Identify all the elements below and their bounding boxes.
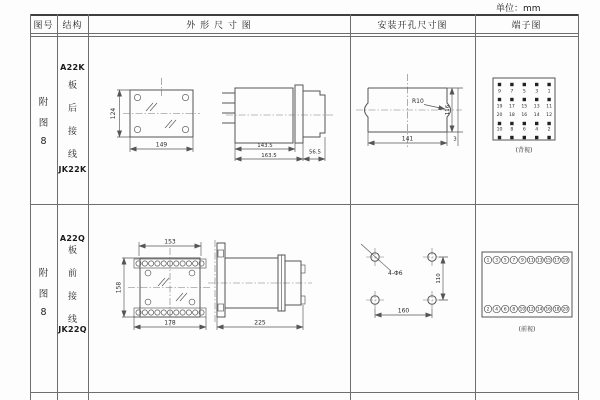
terminal-number: 10: [496, 127, 503, 133]
mounting-drawing-a22q: [350, 204, 475, 392]
dim-label-edge-gap: 3: [453, 136, 457, 143]
dim-label-front-height: 124: [110, 107, 117, 120]
structure-char: 前: [67, 269, 77, 279]
terminal-number: 10: [519, 307, 526, 313]
strip-terminal-circle: [149, 310, 154, 315]
strip-terminal-circle: [149, 261, 154, 266]
structure-row2: [57, 204, 88, 392]
dim-label-terminal-row-width: 153: [164, 238, 176, 246]
terminal-number: 1: [547, 89, 551, 95]
terminal-number: 12: [528, 307, 534, 313]
hatch-mark: [146, 103, 157, 111]
structure-char: 板: [67, 246, 77, 256]
structure-wiring: [68, 78, 77, 160]
terminal-dot: [535, 83, 538, 86]
figure-char: 8: [40, 135, 47, 147]
terminal-dot: [535, 136, 538, 139]
header-terminal: 端子图: [511, 20, 542, 31]
structure-char: 板: [67, 80, 77, 91]
structure-row1: [57, 36, 88, 204]
terminal-number: 2: [486, 307, 490, 313]
strip-terminal-circle: [186, 310, 191, 315]
terminal-number: 8: [510, 127, 514, 133]
terminal-number: 4: [535, 127, 539, 133]
terminal-number: 15: [521, 104, 528, 110]
outline-drawing-a22k: [88, 36, 350, 204]
terminal-number: 12: [546, 113, 553, 118]
mounting-holes: [366, 248, 441, 309]
figure-char: 8: [40, 306, 47, 318]
terminal-dot: [523, 98, 526, 101]
terminal-grid-front: [484, 256, 569, 312]
dim-label-side-depth2: 163.5: [261, 153, 277, 159]
terminal-number: 5: [503, 258, 507, 264]
terminal-number: 19: [496, 104, 503, 110]
terminal-number: 16: [521, 113, 528, 118]
terminal-dot: [498, 98, 501, 101]
hole-leader-line: [361, 244, 391, 271]
terminal-dot: [523, 122, 526, 125]
grid-line: [30, 33, 579, 34]
structure-char: 线: [67, 315, 77, 325]
terminal-number: 1: [486, 258, 490, 264]
strip-terminal-circle: [174, 261, 179, 266]
structure-wiring: [68, 243, 77, 325]
side-view-a22q: [208, 240, 312, 330]
terminal-dot: [510, 136, 513, 139]
relay-flange: [295, 85, 303, 143]
grid-line: [578, 14, 579, 400]
relay-socket: [303, 91, 325, 137]
figure-char: 附: [38, 96, 49, 108]
terminal-number: 3: [535, 89, 539, 95]
structure-type-bottom: JK22K: [58, 165, 87, 174]
terminal-grid-back: [497, 83, 553, 139]
relay-pins: [222, 93, 235, 123]
terminal-number: 16: [545, 307, 551, 313]
terminal-dot: [535, 98, 538, 101]
dim-label-cutout-width: 141: [401, 135, 414, 143]
terminal-number: 5: [522, 89, 526, 95]
terminal-dot: [498, 136, 501, 139]
terminal-number: 18: [508, 113, 515, 118]
terminal-dot: [523, 83, 526, 86]
strip-terminal-circle: [180, 261, 185, 266]
terminal-number: 2: [547, 127, 551, 133]
figure-char: 图: [38, 117, 49, 129]
terminal-diagram-back: [475, 36, 578, 204]
structure-char: 线: [67, 149, 77, 160]
relay-body: [235, 88, 293, 143]
dim-label-hole-spacing-v: 110: [436, 273, 442, 284]
dim-label-side-depth1: 143.5: [257, 143, 273, 149]
dim-label-holes: 4-Φ6: [388, 270, 403, 277]
figure-no-row1: [30, 36, 57, 204]
dim-label-front-width: 149: [155, 141, 168, 149]
terminal-dot: [547, 83, 550, 86]
terminal-dot: [535, 122, 538, 125]
figure-no-row2: [30, 204, 57, 392]
header-figure: 图号: [33, 20, 54, 31]
unit-label: 单位：mm: [496, 4, 541, 14]
terminal-dot: [547, 136, 550, 139]
terminal-number: 7: [510, 89, 514, 95]
hatch-mark: [176, 293, 187, 301]
terminal-dot: [498, 122, 501, 125]
terminal-number: 18: [554, 307, 560, 313]
header-structure: 结构: [62, 20, 83, 31]
structure-type-top: A22K: [60, 63, 85, 72]
dim-label-cutout-height: 116: [445, 104, 451, 116]
strip-terminal-circle: [155, 310, 160, 315]
terminal-number: 14: [536, 307, 543, 313]
terminal-number: 6: [503, 307, 507, 313]
structure-type-bottom: JK22Q: [58, 325, 87, 334]
terminal-dot: [510, 83, 513, 86]
terminal-number: 9: [521, 258, 524, 264]
dim-label-side-front: 56.5: [308, 149, 322, 156]
hatch-mark: [158, 278, 169, 286]
terminal-number: 3: [495, 258, 498, 264]
terminal-number: 13: [533, 104, 540, 110]
terminal-number: 4: [495, 307, 498, 313]
terminal-number: 19: [562, 258, 569, 264]
strip-terminal-circle: [174, 310, 179, 315]
terminal-view-caption: (前视): [518, 326, 536, 333]
hatch-mark: [165, 120, 176, 128]
strip-terminal-circle: [193, 310, 198, 315]
terminal-number: 20: [496, 113, 503, 118]
outline-drawing-a22q: [88, 204, 350, 392]
strip-terminal-circle: [193, 261, 198, 266]
header-outline: 外 形 尺 寸 图: [186, 20, 252, 31]
dim-label-corner-radius: R10: [412, 98, 424, 105]
terminal-number: 7: [512, 258, 516, 264]
terminal-diagram-front: [475, 204, 578, 392]
terminal-number: 17: [554, 258, 560, 264]
terminal-dot: [547, 98, 550, 101]
figure-char: 附: [38, 267, 49, 279]
dim-label-front-width: 178: [164, 319, 176, 327]
terminal-number: 13: [536, 258, 543, 264]
strip-terminal-circle: [155, 261, 160, 266]
front-view-a22q: [116, 239, 213, 331]
terminal-number: 17: [508, 104, 515, 110]
strip-terminal-circle: [142, 310, 147, 315]
strip-terminal-circle: [186, 261, 191, 266]
structure-char: 接: [67, 292, 77, 302]
terminal-dot: [523, 136, 526, 139]
terminal-dot: [498, 83, 501, 86]
strip-terminal-circle: [180, 310, 185, 315]
terminal-dot: [510, 98, 513, 101]
dim-label-side-depth: 225: [254, 319, 266, 327]
strip-terminal-circle: [142, 261, 147, 266]
terminal-number: 8: [512, 307, 516, 313]
structure-char: 接: [67, 126, 77, 137]
strip-terminal-circle: [161, 310, 166, 315]
side-view-a22k: [222, 85, 334, 161]
grid-line: [30, 392, 579, 393]
dim-label-front-height: 158: [115, 281, 123, 294]
structure-type-top: A22Q: [59, 234, 86, 243]
strip-terminal-circle: [161, 261, 166, 266]
terminal-number: 15: [545, 258, 551, 264]
terminal-number: 11: [546, 104, 553, 110]
dim-label-hole-spacing-h: 160: [397, 307, 410, 315]
terminal-dot: [510, 122, 513, 125]
header-mounting: 安装开孔尺寸图: [377, 20, 448, 31]
terminal-view-caption: (背视): [515, 147, 533, 154]
terminal-number: 20: [562, 307, 569, 313]
terminal-number: 9: [498, 89, 501, 95]
mounting-drawing-a22k: [350, 36, 475, 204]
structure-char: 后: [67, 103, 77, 114]
terminal-number: 11: [528, 258, 534, 264]
front-view-a22k: [110, 78, 200, 152]
terminal-number: 6: [522, 127, 526, 133]
terminal-dot: [547, 122, 550, 125]
terminal-number: 14: [533, 113, 540, 118]
figure-char: 图: [38, 288, 49, 300]
